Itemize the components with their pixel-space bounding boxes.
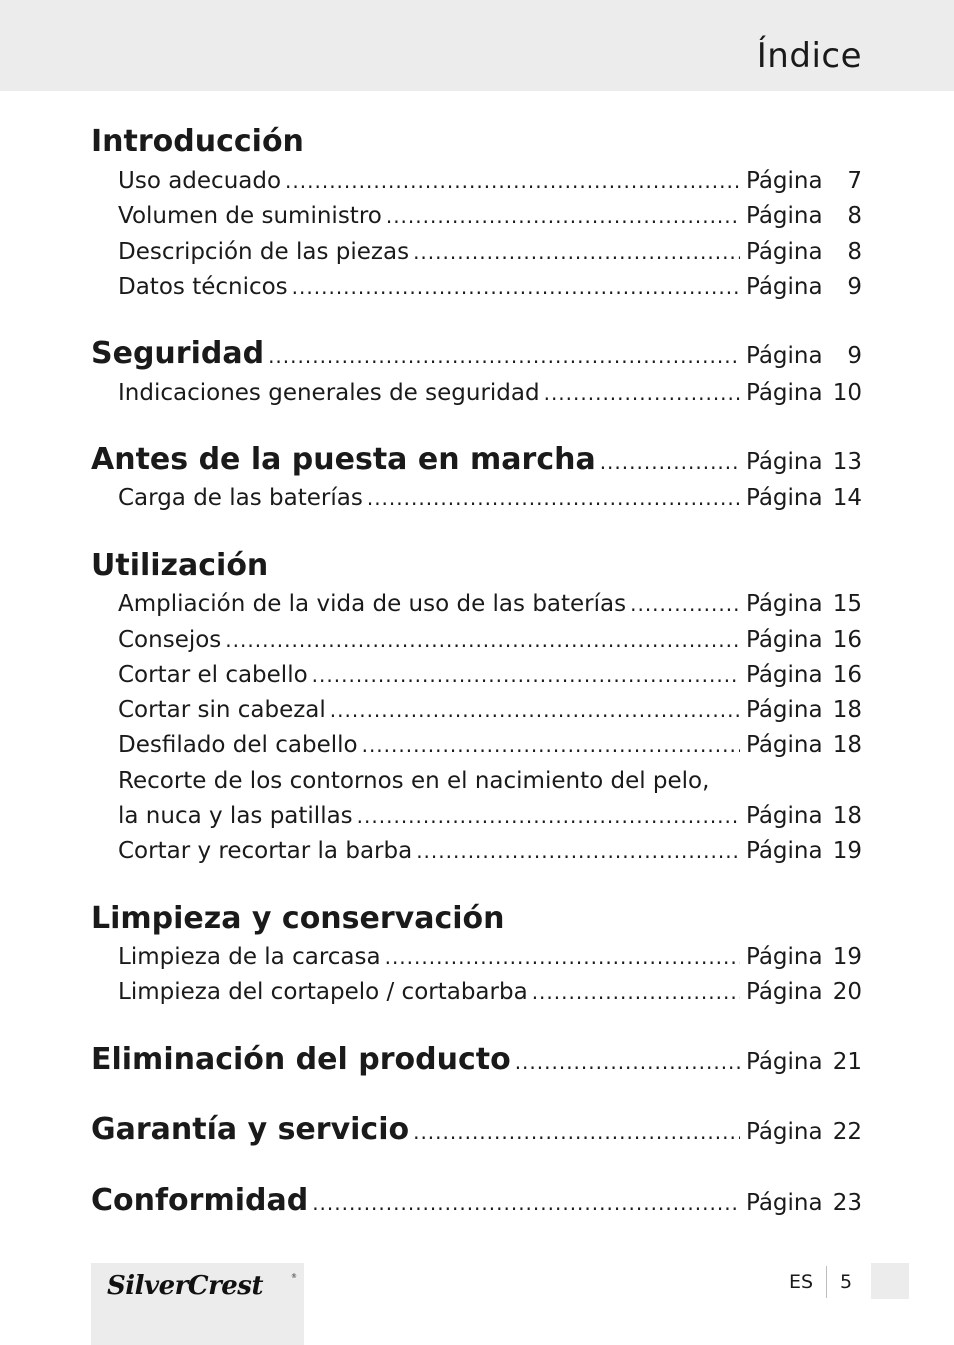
- page-number: 16: [832, 627, 862, 653]
- page-number: 18: [832, 732, 862, 758]
- toc-entry-title: Uso adecuado: [118, 168, 282, 194]
- toc-entry-title: Volumen de suministro: [118, 203, 382, 229]
- page-number: 14: [832, 485, 862, 511]
- page-label: Página: [746, 803, 823, 829]
- toc-entry[interactable]: [118, 239, 862, 265]
- page-label: Página: [746, 838, 823, 864]
- toc-leader: [413, 240, 740, 264]
- page-number: 8: [847, 203, 862, 229]
- toc-leader: [362, 733, 740, 757]
- page-label: Página: [746, 979, 823, 1005]
- toc-section-antes[interactable]: [91, 442, 862, 477]
- page-label: Página: [746, 380, 823, 406]
- toc-entry[interactable]: [118, 697, 862, 723]
- page-number: 22: [832, 1119, 862, 1145]
- toc-entry[interactable]: [118, 168, 862, 194]
- toc-section-conformidad[interactable]: [91, 1183, 862, 1218]
- toc-leader: [312, 663, 740, 687]
- toc-entry[interactable]: [118, 627, 862, 653]
- page-label: Página: [746, 1049, 823, 1075]
- toc-entry-title: Limpieza de la carcasa: [118, 944, 381, 970]
- page-label: Página: [746, 732, 823, 758]
- page-label: Página: [746, 1190, 823, 1216]
- page-label: Página: [746, 697, 823, 723]
- toc-heading-introduccion: Introducción: [91, 124, 304, 159]
- toc-entry[interactable]: [118, 838, 862, 864]
- toc-leader: [544, 381, 740, 405]
- toc-leader: [630, 592, 740, 616]
- page-label: Página: [746, 662, 823, 688]
- page-number: 9: [847, 274, 862, 300]
- toc-entry-title: Desfilado del cabello: [118, 732, 358, 758]
- page-number: 13: [832, 449, 862, 475]
- toc-entry-title: la nuca y las patillas: [118, 803, 353, 829]
- toc-entry-title: Ampliación de la vida de uso de las baterías: [118, 591, 627, 617]
- toc-leader: [268, 344, 740, 368]
- page-number: 16: [832, 662, 862, 688]
- page-number-footer: 5: [840, 1271, 853, 1293]
- toc-entry[interactable]: [118, 732, 862, 758]
- toc-entry[interactable]: [118, 979, 862, 1005]
- page-number: 15: [832, 591, 862, 617]
- page-number: 18: [832, 803, 862, 829]
- page-label: Página: [746, 274, 823, 300]
- footer-tab: [871, 1263, 909, 1299]
- page-label: Página: [746, 627, 823, 653]
- toc-leader: [357, 804, 740, 828]
- toc-heading-conformidad: Conformidad: [91, 1183, 309, 1218]
- toc-leader: [413, 1120, 740, 1144]
- toc-entry[interactable]: [118, 944, 862, 970]
- toc-entry-title: Datos técnicos: [118, 274, 288, 300]
- page-number: 21: [832, 1049, 862, 1075]
- page-number: 8: [847, 239, 862, 265]
- toc-heading-garantia: Garantía y servicio: [91, 1112, 410, 1147]
- toc-leader: [416, 839, 740, 863]
- toc-entry[interactable]: [118, 662, 862, 688]
- page-title: Índice: [756, 36, 862, 76]
- toc-entry[interactable]: [118, 803, 862, 829]
- page-label: Página: [746, 168, 823, 194]
- page-number: 18: [832, 697, 862, 723]
- toc-entry-title: Indicaciones generales de seguridad: [118, 380, 540, 406]
- brand-logo-box: [91, 1263, 304, 1345]
- toc-entry-title: Cortar y recortar la barba: [118, 838, 413, 864]
- toc-heading-eliminacion: Eliminación del producto: [91, 1042, 511, 1077]
- trademark-symbol: ®: [291, 1273, 297, 1280]
- page-label: Página: [746, 1119, 823, 1145]
- toc-heading-seguridad: Seguridad: [91, 336, 265, 371]
- toc-leader: [600, 450, 740, 474]
- page-label: Página: [746, 485, 823, 511]
- toc-section-eliminacion[interactable]: [91, 1042, 862, 1077]
- page-number: 19: [832, 944, 862, 970]
- toc-entry-title: Carga de las baterías: [118, 485, 363, 511]
- toc-section-garantia[interactable]: [91, 1112, 862, 1147]
- toc-entry-title: Cortar sin cabezal: [118, 697, 326, 723]
- toc-heading-antes: Antes de la puesta en marcha: [91, 442, 596, 477]
- toc-entry-title: Consejos: [118, 627, 222, 653]
- page-number: 7: [847, 168, 862, 194]
- page-label: Página: [746, 591, 823, 617]
- page-number: 19: [832, 838, 862, 864]
- toc-leader: [312, 1191, 740, 1215]
- toc-heading-utilizacion: Utilización: [91, 548, 269, 583]
- page-label: Página: [746, 343, 823, 369]
- language-code: ES: [789, 1271, 814, 1293]
- toc-leader: [515, 1050, 740, 1074]
- toc-leader: [385, 945, 740, 969]
- footer-divider: [826, 1266, 827, 1298]
- page-label: Página: [746, 203, 823, 229]
- toc-section-seguridad[interactable]: [91, 336, 862, 371]
- toc-leader: [330, 698, 740, 722]
- page-number: 23: [832, 1190, 862, 1216]
- page-label: Página: [746, 239, 823, 265]
- toc-leader: [285, 169, 740, 193]
- toc-entry-title: Limpieza del cortapelo / cortabarba: [118, 979, 528, 1005]
- brand-logo: SilverCrest: [107, 1271, 263, 1301]
- toc-entry-title: Descripción de las piezas: [118, 239, 410, 265]
- toc-leader: [367, 486, 740, 510]
- page-number: 10: [832, 380, 862, 406]
- toc-leader: [225, 628, 740, 652]
- page-number: 20: [832, 979, 862, 1005]
- toc-entry[interactable]: [118, 485, 862, 511]
- toc-entry-title: Cortar el cabello: [118, 662, 308, 688]
- toc-entry[interactable]: [118, 591, 862, 617]
- page-label: Página: [746, 449, 823, 475]
- toc-leader: [386, 204, 740, 228]
- toc-heading-limpieza: Limpieza y conservación: [91, 901, 505, 936]
- toc-entry[interactable]: [118, 274, 862, 300]
- toc-entry[interactable]: [118, 380, 862, 406]
- toc-leader: [292, 275, 740, 299]
- toc-entry-title-line1: Recorte de los contornos en el nacimiento del pelo,: [118, 768, 710, 794]
- toc-entry[interactable]: [118, 203, 862, 229]
- page-number: 9: [847, 343, 862, 369]
- page-label: Página: [746, 944, 823, 970]
- toc-leader: [532, 980, 740, 1004]
